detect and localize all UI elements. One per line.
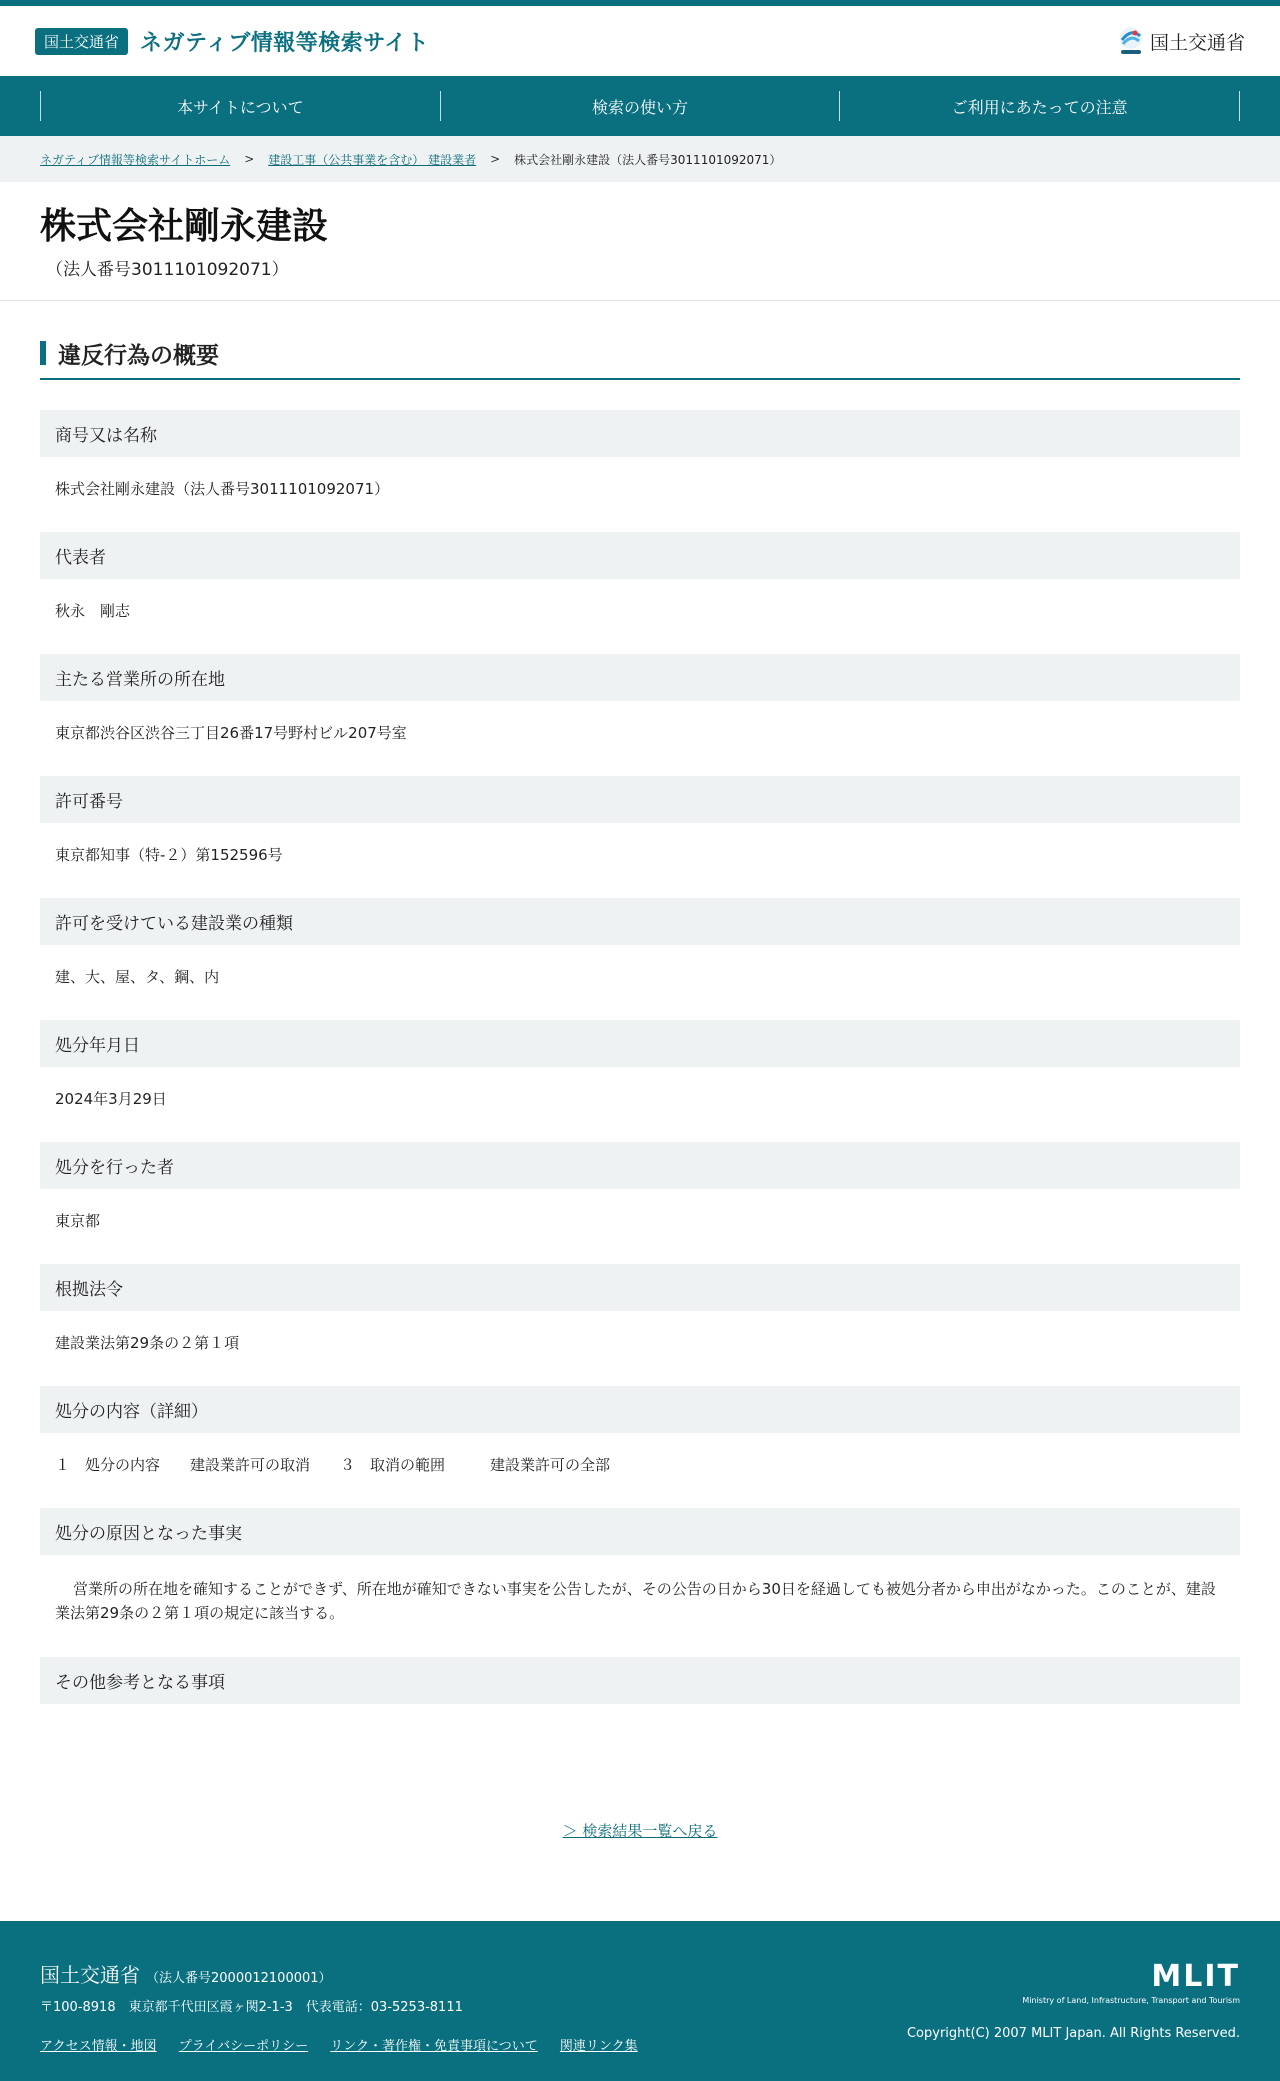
breadcrumb-current: 株式会社剛永建設（法人番号3011101092071） (514, 152, 782, 167)
field-label: 処分を行った者 (40, 1142, 1240, 1189)
ministry-badge: 国土交通省 (35, 28, 128, 55)
footer-address: 〒100-8918 東京都千代田区霞ヶ関2-1-3 代表電話：03-5253-8111 (40, 1999, 463, 2015)
field-label: 処分の内容（詳細） (40, 1386, 1240, 1433)
breadcrumb-category[interactable]: 建設工事（公共事業を含む） 建設業者 (268, 152, 477, 167)
footer-org-number: （法人番号2000012100001） (146, 1970, 332, 1986)
field-value: 東京都知事（特-２）第152596号 (55, 845, 283, 864)
field-value (40, 1704, 1240, 1764)
field-value: 東京都 (55, 1211, 101, 1230)
page-title: 株式会社剛永建設 (40, 206, 329, 247)
breadcrumb-separator: > (490, 152, 501, 166)
field-label: 許可を受けている建設業の種類 (40, 898, 1240, 945)
field-label: 根拠法令 (40, 1264, 1240, 1311)
breadcrumb-home[interactable]: ネガティブ情報等検索サイトホーム (40, 152, 231, 167)
section-title: 違反行為の概要 (58, 342, 219, 369)
section-heading (40, 337, 1240, 380)
footer-link-related[interactable]: 関連リンク集 (559, 2038, 638, 2054)
field-value: 建、大、屋、タ、鋼、内 (55, 967, 220, 986)
field-value: 建設業法第29条の２第１項 (55, 1333, 240, 1352)
field-label: 商号又は名称 (40, 410, 1240, 457)
violation-details (40, 410, 1240, 1764)
footer-logo-sub: Ministry of Land, Infrastructure, Transport and Tourism (1022, 1995, 1240, 2005)
main-content (0, 301, 1280, 1921)
nav-about[interactable]: 本サイトについて (40, 91, 440, 121)
field-label: 主たる営業所の所在地 (40, 654, 1240, 701)
site-brand[interactable] (35, 26, 429, 57)
ministry-logo[interactable] (1118, 26, 1245, 56)
mlit-swirl-icon (1118, 26, 1144, 56)
page-title-area (0, 182, 1280, 301)
footer-link-access[interactable]: アクセス情報・地図 (40, 2038, 157, 2054)
ministry-logo-text: 国土交通省 (1149, 31, 1245, 54)
field-value: 株式会社剛永建設（法人番号3011101092071） (55, 479, 390, 498)
breadcrumb (0, 136, 1280, 182)
corp-number: （法人番号3011101092071） (46, 259, 289, 280)
global-nav (0, 76, 1280, 136)
field-value: 2024年3月29日 (55, 1089, 167, 1108)
footer-copyright: Copyright(C) 2007 MLIT Japan. All Rights Reserved. (906, 2025, 1240, 2041)
footer-link-copyright[interactable]: リンク・著作権・免責事項について (330, 2038, 538, 2054)
field-value: １ 処分の内容 建設業許可の取消 ３ 取消の範囲 建設業許可の全部 (55, 1455, 611, 1474)
site-header (0, 6, 1280, 76)
field-value: 東京都渋谷区渋谷三丁目26番17号野村ビル207号室 (55, 723, 407, 742)
field-label: 許可番号 (40, 776, 1240, 823)
field-value: 営業所の所在地を確知することができず、所在地が確知できない事実を公告したが、その公告の日から30日を経過しても被処分者から申出がなかった。このことが、建設業法第29条の２第１項の規定に該当する。 (55, 1579, 1216, 1622)
field-label: 処分の原因となった事実 (40, 1508, 1240, 1555)
back-link-area (40, 1764, 1240, 1921)
footer-org-name: 国土交通省 (40, 1962, 140, 1987)
field-value: 秋永 剛志 (55, 601, 131, 620)
heading-bar (40, 341, 46, 365)
field-label: その他参考となる事項 (40, 1657, 1240, 1704)
footer-mlit-logo[interactable] (1022, 1959, 1240, 2005)
back-to-results-link[interactable]: ＞ 検索結果一覧へ戻る (562, 1821, 718, 1840)
footer-link-privacy[interactable]: プライバシーポリシー (178, 2038, 309, 2054)
field-label: 代表者 (40, 532, 1240, 579)
site-footer (0, 1921, 1280, 2081)
breadcrumb-separator: > (244, 152, 255, 166)
site-title: ネガティブ情報等検索サイト (140, 30, 430, 56)
nav-notes[interactable]: ご利用にあたっての注意 (839, 91, 1240, 121)
footer-logo-mark: MLIT (1151, 1958, 1240, 1994)
nav-how-to-search[interactable]: 検索の使い方 (440, 91, 840, 121)
field-label: 処分年月日 (40, 1020, 1240, 1067)
